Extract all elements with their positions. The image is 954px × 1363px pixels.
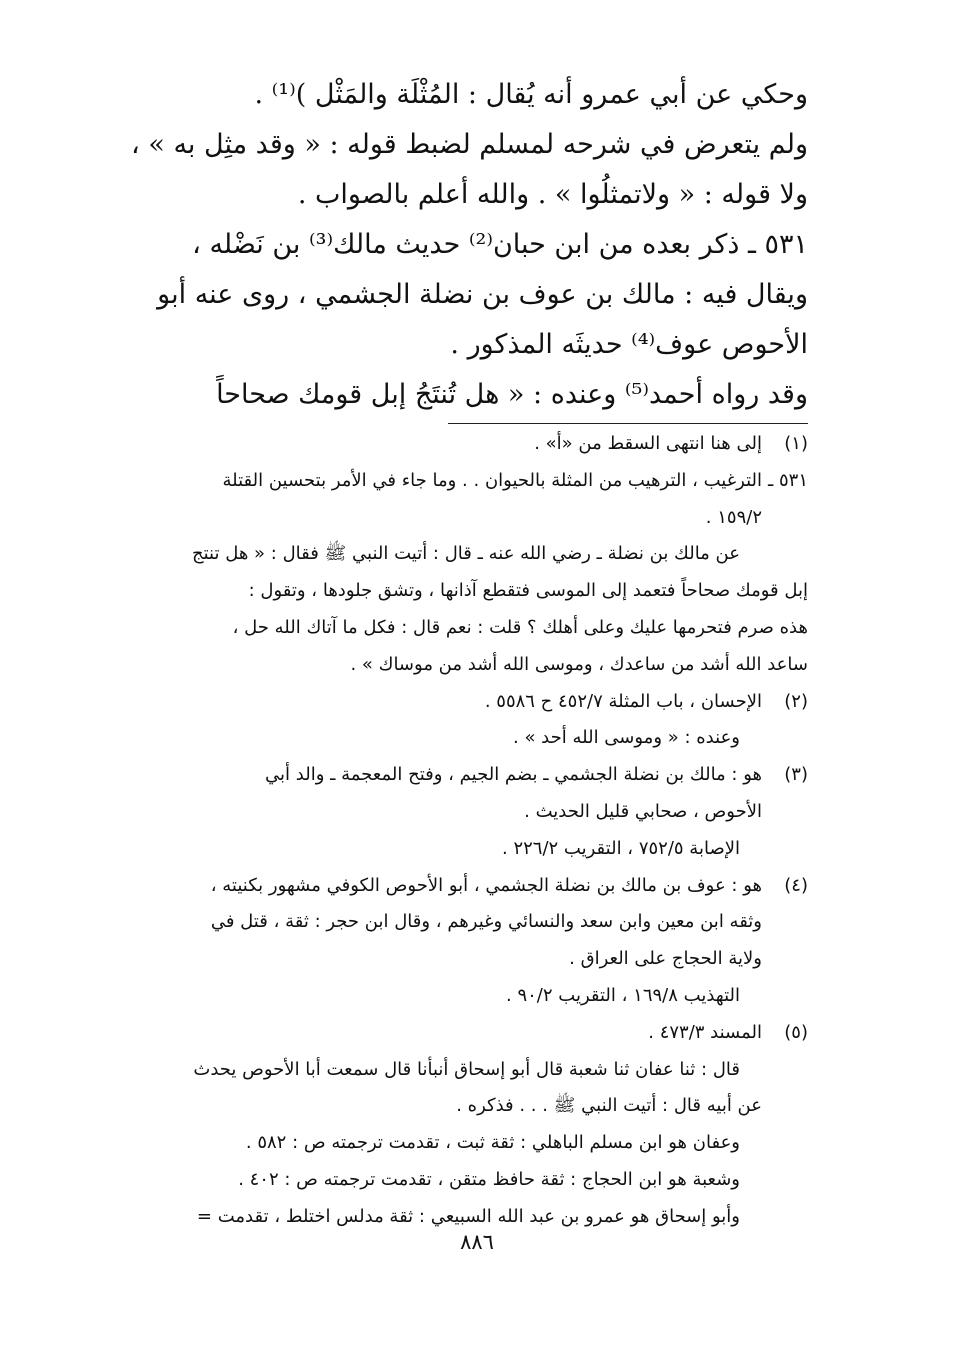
main-text — [104, 70, 808, 420]
footnote-line: الترغيب ، الترهيب من المثلة بالحيوان . . وما جاء في الأمر بتحسين القتلة — [222, 469, 762, 491]
footnote-line: وعنده : « وموسى الله أحد » . — [513, 727, 740, 749]
footnote-body — [100, 1015, 762, 1089]
footnote-line: وعفان هو ابن مسلم الباهلي : ثقة ثبت ، تقدمت ترجمته ص : ٥٨٢ . — [245, 1132, 740, 1154]
footnote-separator — [448, 423, 808, 424]
main-line: وقد رواه أحمد⁽⁵⁾ وعنده : « هل تُنتَجُ إبل قومك صحاحاً — [216, 379, 808, 410]
footnote-line: ولاية الحجاج على العراق . — [569, 948, 762, 970]
footnote-body — [100, 463, 762, 573]
footnote-number: (٤) — [784, 874, 808, 896]
footnote-number: (٣) — [784, 764, 808, 786]
main-line: ٥٣١ ـ ذكر بعده من ابن حبان⁽²⁾ حديث مالك⁽³⁾ بن نَضْله ، — [192, 229, 808, 260]
footnote-body — [100, 868, 762, 1015]
footnote-line: الأحوص ، صحابي قليل الحديث . — [524, 800, 762, 822]
footnote-line: عن أبيه قال : أتيت النبي ﷺ . . . فذكره . — [456, 1095, 762, 1117]
footnote-line: التهذيب ١٦٩/٨ ، التقريب ٩٠/٢ . — [506, 984, 740, 1006]
footnote-body — [100, 684, 762, 758]
footnote-line: هو : عوف بن مالك بن نضلة الجشمي ، أبو الأحوص الكوفي مشهور بكنيته ، — [210, 874, 762, 896]
page-number: ٨٨٦ — [460, 1230, 494, 1254]
footnote-2 — [100, 684, 808, 758]
footnote-number: (١) — [784, 433, 808, 454]
footnote-line: ساعد الله أشد من ساعدك ، وموسى الله أشد من موساك » . — [350, 653, 808, 675]
main-line: الأحوص عوف⁽⁴⁾ حديثَه المذكور . — [450, 329, 808, 360]
main-line: ولم يتعرض في شرحه لمسلم لضبط قوله : « وقد مثِل به » ، — [131, 129, 808, 160]
main-line: ويقال فيه : مالك بن عوف بن نضلة الجشمي ، روى عنه أبو — [157, 279, 808, 310]
footnote-number: ٥٣١ ـ — [767, 469, 808, 491]
footnote-line: هذه صرم فتحرمها عليك وعلى أهلك ؟ قلت : نعم قال : فكل ما آتاك الله حل ، — [232, 616, 808, 638]
footnote-531-continuation — [100, 573, 808, 683]
footnote-line: المسند ٤٧٣/٣ . — [648, 1021, 762, 1043]
main-line: ولا قوله : « ولاتمثلُوا » . والله أعلم بالصواب . — [297, 179, 808, 210]
footnote-line: عن مالك بن نضلة ـ رضي الله عنه ـ قال : أتيت النبي ﷺ فقال : « هل تنتج — [191, 543, 740, 565]
footnote-line: ١٥٩/٢ . — [705, 506, 762, 528]
footnote-body — [100, 426, 762, 463]
footnote-number: (٥) — [784, 1021, 808, 1043]
footnote-line: هو : مالك بن نضلة الجشمي ـ بضم الجيم ، وفتح المعجمة ـ والد أبي — [265, 764, 762, 786]
footnote-5-continuation — [100, 1088, 808, 1235]
footnote-line: وشعبة هو ابن الحجاج : ثقة حافظ متقن ، تقدمت ترجمته ص : ٤٠٢ . — [238, 1168, 740, 1190]
footnote-4 — [100, 868, 808, 1015]
footnote-531 — [100, 463, 808, 573]
footnote-body — [100, 757, 762, 867]
main-line: وحكي عن أبي عمرو أنه يُقال : المُثْلَة والمَثْل )⁽¹⁾ . — [254, 79, 808, 110]
footnote-number: (٢) — [784, 690, 808, 712]
footnote-line: الإصابة ٧٥٢/٥ ، التقريب ٢٢٦/٢ . — [502, 837, 740, 859]
footnote-line: إبل قومك صحاحاً فتعمد إلى الموسى فتقطع آذانها ، وتشق جلودها ، وتقول : — [248, 580, 808, 602]
footnote-3 — [100, 757, 808, 867]
footnote-line: وأبو إسحاق هو عمرو بن عبد الله السبيعي : ثقة مدلس اختلط ، تقدمت = — [196, 1205, 740, 1227]
footnote-5 — [100, 1015, 808, 1089]
footnote-line: الإحسان ، باب المثلة ٤٥٢/٧ ح ٥٥٨٦ . — [484, 690, 762, 712]
footnotes — [100, 426, 808, 1236]
footnote-line: قال : ثنا عفان ثنا شعبة قال أبو إسحاق أنبأنا قال سمعت أبا الأحوص يحدث — [193, 1058, 740, 1080]
footnote-line: وثقه ابن معين وابن سعد والنسائي وغيرهم ، وقال ابن حجر : ثقة ، قتل في — [210, 911, 762, 933]
footnote-line: إلى هنا انتهى السقط من «أ» . — [534, 433, 762, 454]
footnote-1 — [100, 426, 808, 463]
